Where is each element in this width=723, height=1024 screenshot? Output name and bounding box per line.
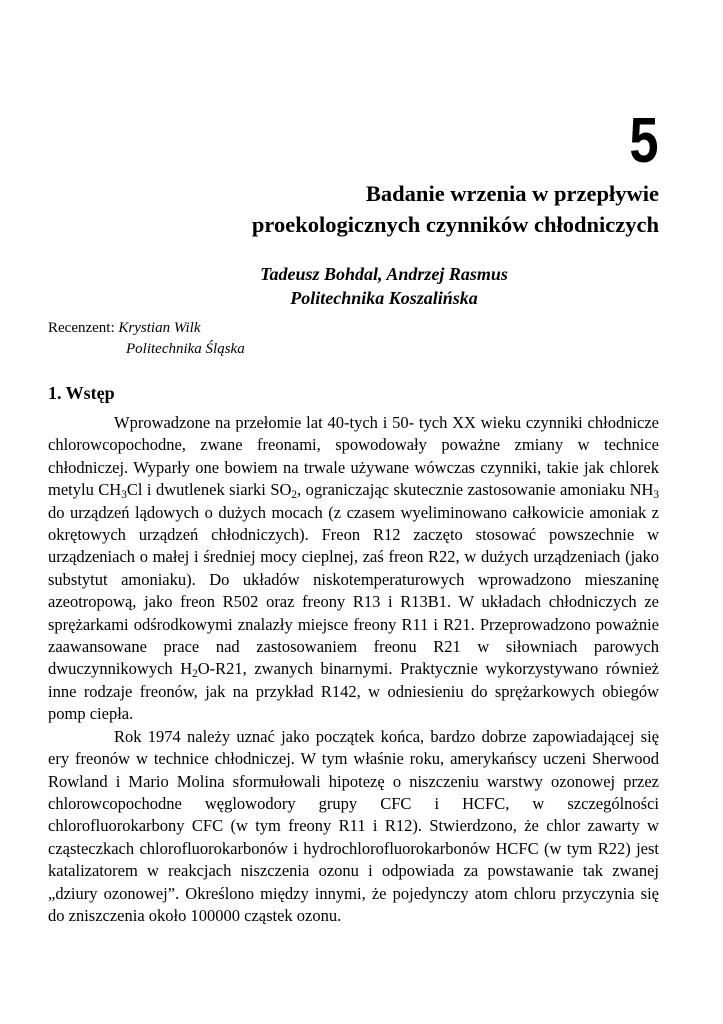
reviewer-block [48, 318, 245, 360]
chapter-number: 5 [629, 104, 659, 176]
chapter-title-line-1: Badanie wrzenia w przepływie [365, 181, 659, 206]
text-run: O-R21, zwanych binarnymi. Praktycznie wykorzystywano również inne rodzaje freonów, jak na przykład R142, w odniesieniu do sprężarkowych obiegów pomp ciepła. [48, 659, 659, 724]
paragraph [48, 412, 659, 726]
text-run: Cl i dwutlenek siarki SO [126, 480, 292, 500]
authors-block [0, 262, 723, 310]
subscript: 3 [121, 489, 127, 502]
author-affiliation: Politechnika Koszalińska [290, 288, 478, 308]
reviewer-affiliation: Politechnika Śląska [126, 341, 245, 357]
chapter-title [139, 178, 659, 240]
text-run: Wprowadzone na przełomie lat 40-tych i 50- tych XX wieku czynniki chłodnicze chlorowcopochodne, zwane freonami, spowodowały poważne zmiany w technice chłodniczej. Wyparły one bowiem na trwale używane wówczas czynniki, takie jak chlorek metylu CH [48, 413, 659, 500]
chapter-title-line-2: proekologicznych czynników chłodniczych [251, 212, 659, 237]
paragraph: Rok 1974 należy uznać jako początek końca, bardzo dobrze zapowiadającej się ery freonów w technice chłodniczej. W tym właśnie roku, amerykańscy uczeni Sherwood Rowland i Mario Molina sformułowali hipotezę o niszczeniu warstwy ozonowej przez chlorowcopochodne węglowodory grupy CFC i HCFC, w szczególności chlorofluorokarbony CFC (w tym freony R11 i R12). Stwierdzono, że chlor zawarty w cząsteczkach chlorofluorokarbonów i hydrochlorofluorokarbonów HCFC (w tym R22) jest katalizatorem w reakcjach niszczenia ozonu i odpowiada za powstawanie tak zwanej „dziury ozonowej”. Określono między innymi, że pojedynczy atom chloru przyczynia się do zniszczenia około 100000 cząstek ozonu. [48, 726, 659, 925]
text-run: , ograniczając skutecznie zastosowanie amoniaku NH [297, 480, 654, 500]
body-text [48, 412, 659, 927]
subscript: 2 [192, 668, 198, 681]
reviewer-name: Krystian Wilk [118, 320, 201, 336]
text-run: do urządzeń lądowych o dużych mocach (z czasem wyeliminowano całkowicie amoniak z okrętowych urządzeń chłodniczych). Freon R12 zaczęto stosować powszechnie w urządzeniach o małej i średniej mocy cieplnej, zaś freon R22, w dużych urządzeniach (jako substytut amoniaku). Do układów niskotemperaturowych wprowadzono mieszaninę azeotropową, jako freon R502 oraz freony R13 i R13B1. W układach chłodniczych ze sprężarkami odśrodkowymi znalazły miejsce freony R11 i R21. Przeprowadzono poważnie zaawansowane prace nad zastosowaniem freonu R21 w siłowniach parowych dwuczynnikowych H [48, 502, 659, 679]
section-heading: 1. Wstęp [48, 383, 115, 403]
reviewer-label: Recenzent: [48, 320, 115, 336]
author-names: Tadeusz Bohdal, Andrzej Rasmus [260, 264, 508, 284]
subscript: 3 [653, 489, 660, 502]
subscript: 2 [291, 489, 298, 502]
